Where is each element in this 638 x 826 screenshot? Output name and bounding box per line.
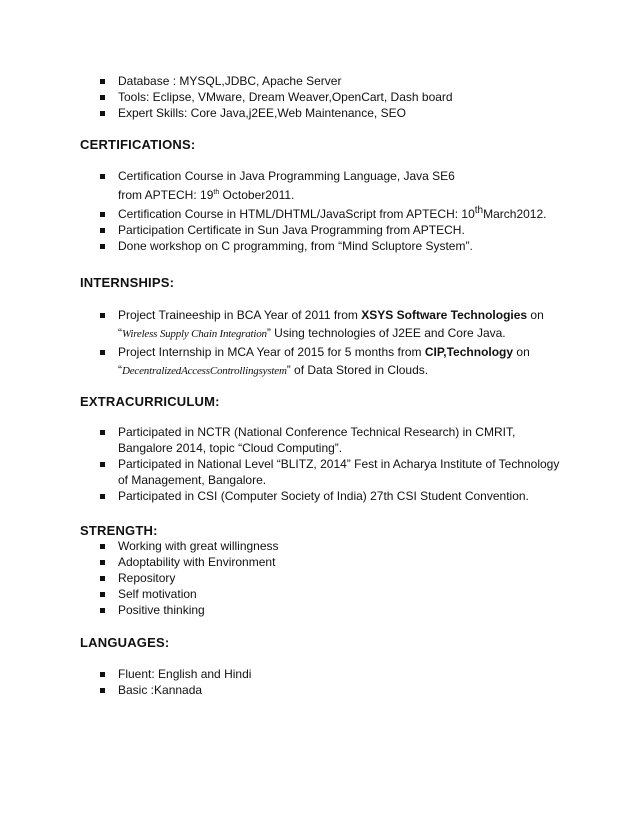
bullet-square-icon xyxy=(100,688,105,693)
strength-item: Repository xyxy=(118,571,176,585)
bullet-square-icon xyxy=(100,672,105,677)
cert-html-post: March2012. xyxy=(483,207,547,221)
list-item xyxy=(98,554,558,570)
skill-database: Database : MYSQL,JDBC, Apache Server xyxy=(118,74,342,88)
skills-list xyxy=(98,73,558,121)
skill-expert: Expert Skills: Core Java,j2EE,Web Maintenance, SEO xyxy=(118,106,406,120)
internship-2-on: on xyxy=(513,345,530,359)
cert-java-line2 xyxy=(118,187,558,203)
bullet-square-icon xyxy=(100,228,105,233)
internship-2-data: ” of Data Stored in Clouds. xyxy=(286,363,429,377)
extracurriculum-list xyxy=(98,424,568,504)
internship-2-company: CIP,Technology xyxy=(424,345,514,359)
list-item xyxy=(98,488,568,504)
extra-csi: Participated in CSI (Computer Society of India) 27th CSI Student Convention. xyxy=(118,489,529,503)
list-item xyxy=(98,307,568,342)
list-item xyxy=(98,424,568,456)
list-item xyxy=(98,538,558,554)
certifications-heading: CERTIFICATIONS: xyxy=(80,137,196,152)
bullet-square-icon xyxy=(100,592,105,597)
list-item xyxy=(98,456,568,488)
list-item xyxy=(98,89,558,105)
cert-java-line1: Certification Course in Java Programming Language, Java SE6 xyxy=(118,169,455,183)
extra-nctr-line2: Bangalore 2014, topic “Cloud Computing”. xyxy=(118,441,343,455)
list-item xyxy=(98,586,558,602)
bullet-square-icon xyxy=(100,544,105,549)
strength-list xyxy=(98,538,558,618)
list-item xyxy=(98,206,558,222)
internship-1-line2 xyxy=(118,325,568,342)
strength-heading: STRENGTH: xyxy=(80,523,158,538)
bullet-square-icon xyxy=(100,608,105,613)
internship-1-on: on xyxy=(527,308,544,322)
list-item xyxy=(98,344,568,379)
cert-java-date-rest: October2011. xyxy=(219,188,295,202)
certifications-list xyxy=(98,168,558,254)
strength-item: Positive thinking xyxy=(118,603,205,617)
cert-java-date-sup: th xyxy=(213,189,220,196)
language-item: Fluent: English and Hindi xyxy=(118,667,252,681)
internship-1-quote-open: “ xyxy=(118,326,122,340)
list-item xyxy=(98,238,558,254)
list-item xyxy=(98,168,558,203)
bullet-square-icon xyxy=(100,79,105,84)
list-item xyxy=(98,570,558,586)
internship-1-line1 xyxy=(118,307,568,323)
bullet-square-icon xyxy=(100,244,105,249)
internships-list xyxy=(98,307,568,379)
internship-2-project: DecentralizedAccessControllingsystem xyxy=(122,365,287,377)
extra-nctr-line1: Participated in NCTR (National Conference Technical Research) in CMRIT, xyxy=(118,425,516,439)
bullet-square-icon xyxy=(100,212,105,217)
bullet-square-icon xyxy=(100,576,105,581)
languages-list xyxy=(98,666,558,698)
list-item xyxy=(98,666,558,682)
skill-tools: Tools: Eclipse, VMware, Dream Weaver,OpenCart, Dash board xyxy=(118,90,453,104)
internship-1-company: XSYS Software Technologies xyxy=(361,308,528,322)
list-item xyxy=(98,73,558,89)
list-item xyxy=(98,222,558,238)
languages-heading: LANGUAGES: xyxy=(80,635,170,650)
extra-blitz-line2: of Management, Bangalore. xyxy=(118,473,267,487)
internship-1-text: Project Traineeship in BCA Year of 2011 from xyxy=(118,308,362,322)
bullet-square-icon xyxy=(100,313,105,318)
bullet-square-icon xyxy=(100,350,105,355)
strength-item: Adoptability with Environment xyxy=(118,555,276,569)
bullet-square-icon xyxy=(100,111,105,116)
cert-html-sup: th xyxy=(474,205,484,216)
list-item xyxy=(98,602,558,618)
internship-1-tech: ” Using technologies of J2EE and Core Java. xyxy=(266,326,506,340)
internship-2-line2 xyxy=(118,362,568,379)
bullet-square-icon xyxy=(100,462,105,467)
extra-blitz-line1: Participated in National Level “BLITZ, 2014” Fest in Acharya Institute of Technology xyxy=(118,457,560,471)
language-item: Basic :Kannada xyxy=(118,683,203,697)
internships-heading: INTERNSHIPS: xyxy=(80,275,175,290)
internship-1-project: Wireless Supply Chain Integration xyxy=(122,328,267,340)
strength-item: Working with great willingness xyxy=(118,539,279,553)
bullet-square-icon xyxy=(100,95,105,100)
cert-sun-java: Participation Certificate in Sun Java Programming from APTECH. xyxy=(118,223,465,237)
bullet-square-icon xyxy=(100,494,105,499)
internship-2-quote-open: “ xyxy=(118,363,122,377)
cert-workshop: Done workshop on C programming, from “Mind Scluptore System”. xyxy=(118,239,473,253)
bullet-square-icon xyxy=(100,560,105,565)
strength-item: Self motivation xyxy=(118,587,197,601)
internship-2-text: Project Internship in MCA Year of 2015 for 5 months from xyxy=(118,345,425,359)
list-item xyxy=(98,105,558,121)
internship-2-line1 xyxy=(118,344,568,360)
list-item xyxy=(98,682,558,698)
bullet-square-icon xyxy=(100,174,105,179)
extracurriculum-heading: EXTRACURRICULUM: xyxy=(80,394,220,409)
cert-java-date: from APTECH: 19 xyxy=(118,188,214,202)
bullet-square-icon xyxy=(100,430,105,435)
cert-html-pre: Certification Course in HTML/DHTML/JavaScript from APTECH: 10 xyxy=(118,207,475,221)
